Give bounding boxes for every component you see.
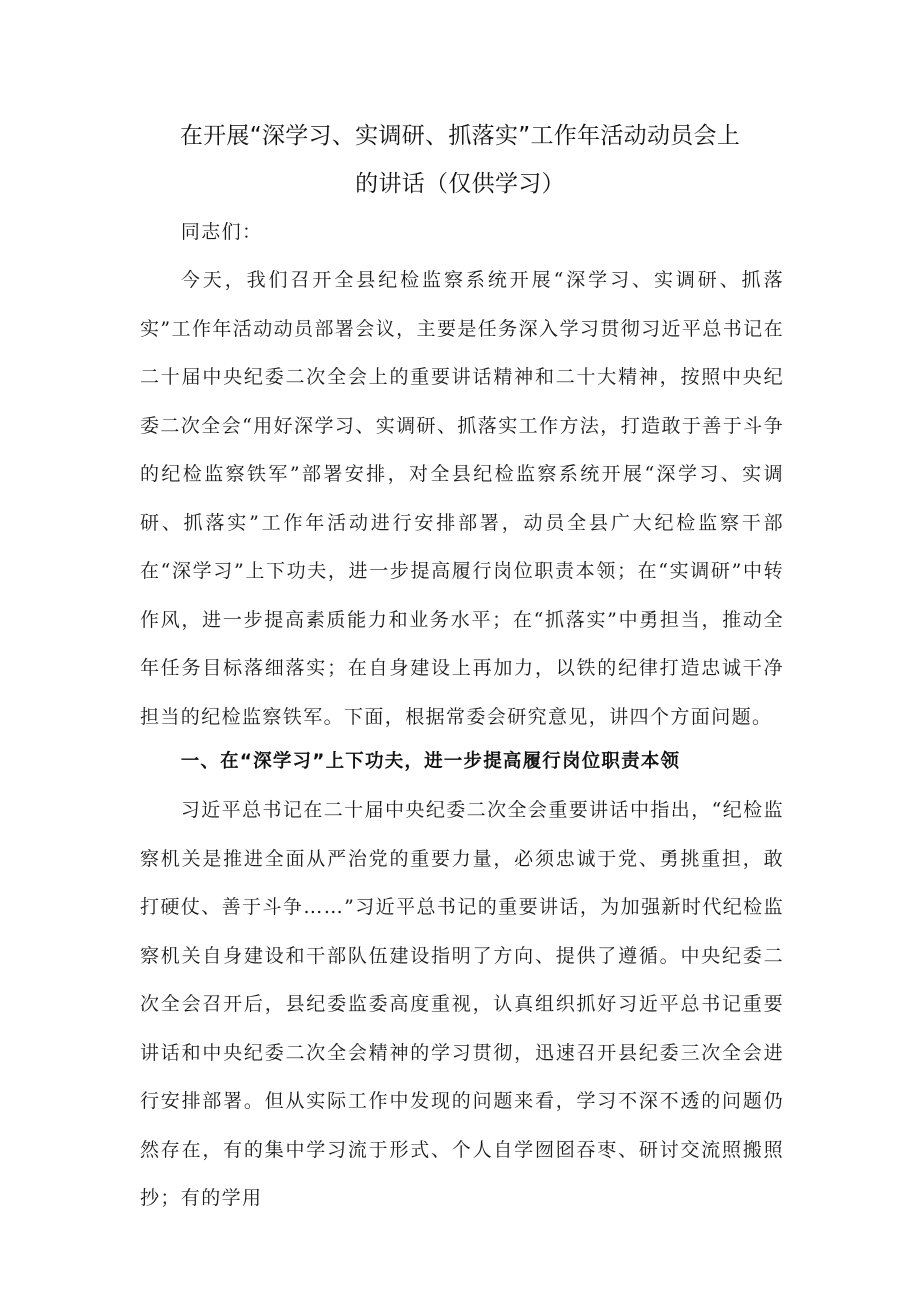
title-line-1: 在开展“深学习、实调研、抓落实”工作年活动动员会上 (179, 123, 741, 149)
section-heading-1: 一、在“深学习”上下功夫，进一步提高履行岗位职责本领 (180, 751, 681, 772)
salutation: 同志们： (180, 221, 263, 243)
title-line-2: 的讲话（仅供学习） (355, 171, 565, 197)
paragraph-section-1: 习近平总书记在二十届中央纪委二次全会重要讲话中指出，“纪检监察机关是推进全面从严治党的重要力量，必须忠诚于党、勇挑重担，敢打硬仗、善于斗争……”习近平总书记的重要讲话，为加强新时代纪检监察机关自身建设和干部队伍建设指明了方向、提供了遵循。中央纪委二次全会召开后，县纪委监委高度重视，认真组织抓好习近平总书记重要讲话和中央纪委二次全会精神的学习贯彻，迅速召开县纪委三次全会进行安排部署。但从实际工作中发现的问题来看，学习不深不透的问题仍然存在，有的集中学习流于形式、个人自学囫囵吞枣、研讨交流照搬照抄；有的学用 (140, 799, 784, 1209)
document-title (140, 112, 780, 208)
paragraph-intro: 今天，我们召开全县纪检监察系统开展“深学习、实调研、抓落实”工作年活动动员部署会议，主要是任务深入学习贯彻习近平总书记在二十届中央纪委二次全会上的重要讲话精神和二十大精神，按照中央纪委二次全会“用好深学习、实调研、抓落实工作方法，打造敢于善于斗争的纪检监察铁军”部署安排，对全县纪检监察系统开展“深学习、实调研、抓落实”工作年活动进行安排部署，动员全县广大纪检监察干部在“深学习”上下功夫，进一步提高履行岗位职责本领；在“实调研”中转作风，进一步提高素质能力和业务水平；在“抓落实”中勇担当，推动全年任务目标落细落实；在自身建设上再加力，以铁的纪律打造忠诚干净担当的纪检监察铁军。下面，根据常委会研究意见，讲四个方面问题。 (140, 269, 784, 728)
